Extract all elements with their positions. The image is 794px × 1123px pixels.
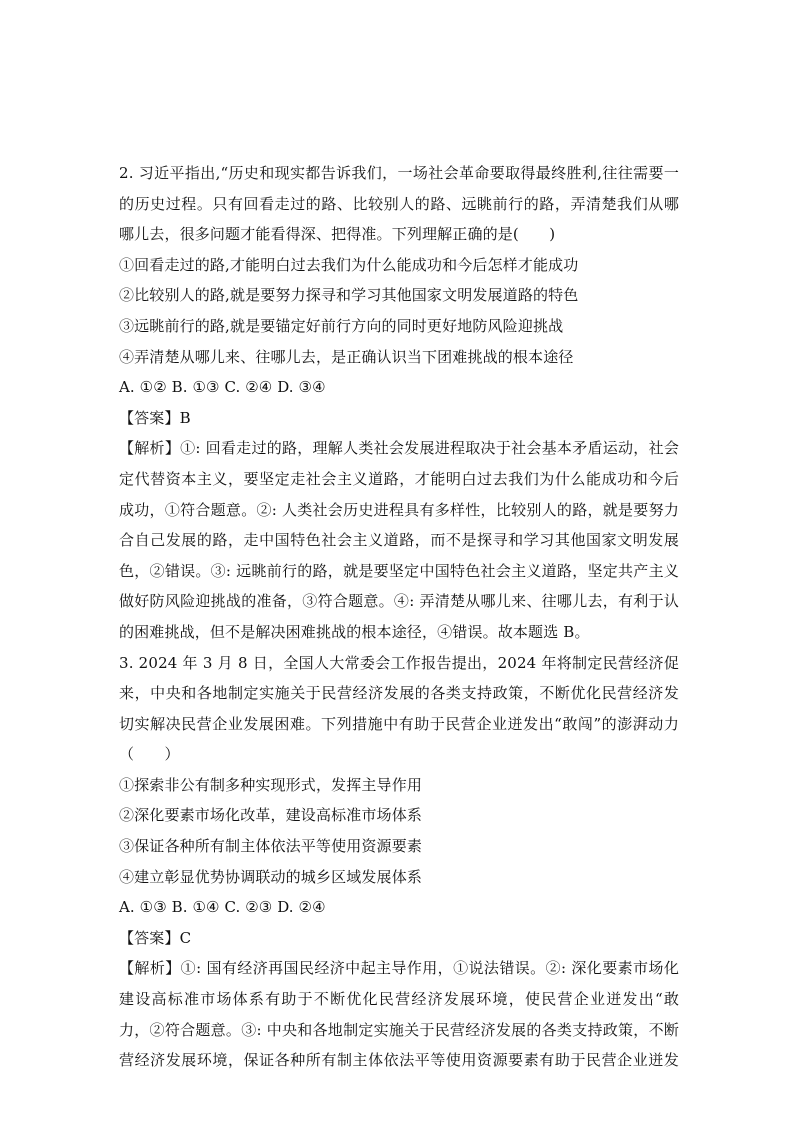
question-2-statement-2: ②比较别人的路,就是要努力探寻和学习其他国家文明发展道路的特色 (119, 286, 579, 305)
question-2-stem-line-2: 的历史过程。只有回看走过的路、比较别人的路、远眺前行的路，弄清楚我们从哪 (119, 194, 679, 213)
question-2-analysis-line-7: 的困难挑战，但不是解决困难挑战的根本途径，④错误。故本题选 B。 (119, 622, 590, 641)
question-3-options: A. ①③ B. ①④ C. ②③ D. ②④ (119, 898, 326, 917)
question-2-statement-1: ①回看走过的路,才能明白过去我们为什么能成功和今后怎样才能成功 (119, 255, 579, 274)
question-3-analysis-line-1: 【解析】①: 国有经济再国民经济中起主导作用，①说法错误。②: 深化要素市场化 (119, 959, 679, 978)
question-3-stem-line-4: （ ） (119, 745, 180, 764)
question-3-statement-1: ①探索非公有制多种实现形式，发挥主导作用 (119, 775, 423, 794)
question-3-answer: 【答案】C (119, 928, 192, 947)
question-3-analysis-line-2: 建设高标准市场体系有助于不断优化民营经济发展环境，使民营企业迸发出“敢 (119, 990, 679, 1009)
question-2-options: A. ①② B. ①③ C. ②④ D. ③④ (119, 378, 326, 397)
question-2-stem-line-3: 哪儿去，很多问题才能看得深、把得准。下列理解正确的是( ) (119, 225, 556, 244)
question-3-stem-line-3: 切实解决民营企业发展困难。下列措施中有助于民营企业迸发出“敢闯”的澎湃动力 (119, 714, 679, 733)
question-2-analysis-line-6: 做好防风险迎挑战的准备，③符合题意。④: 弄清楚从哪儿来、往哪儿去，有利于认 (119, 592, 679, 611)
question-2-analysis-line-2: 定代替资本主义，要坚定走社会主义道路，才能明白过去我们为什么能成功和今后 (119, 469, 679, 488)
question-3-statement-4: ④建立彰显优势协调联动的城乡区域发展体系 (119, 867, 423, 886)
question-3-stem-line-1: 3. 2024 年 3 月 8 日，全国人大常委会工作报告提出，2024 年将制定民营经济促 (119, 653, 679, 672)
question-2-analysis-line-4: 合自己发展的路，走中国特色社会主义道路，而不是探寻和学习其他国家文明发展 (119, 531, 679, 550)
question-3-stem-line-2: 来，中央和各地制定实施关于民营经济发展的各类支持政策，不断优化民营经济发 (119, 684, 679, 703)
question-2-analysis-line-1: 【解析】①: 回看走过的路，理解人类社会发展进程取决于社会基本矛盾运动，社会 (119, 439, 679, 458)
document-page (119, 158, 679, 1076)
question-2-stem-line-1: 2. 习近平指出,“历史和现实都告诉我们，一场社会革命要取得最终胜利,往往需要一 (119, 164, 679, 182)
question-2 (119, 158, 679, 648)
question-2-statement-3: ③远眺前行的路,就是要锚定好前行方向的同时更好地防风险迎挑战 (119, 316, 564, 335)
question-2-analysis-line-3: 成功，①符合题意。②: 人类社会历史进程具有多样性，比较别人的路，就是要努力 (119, 500, 679, 519)
question-3 (119, 648, 679, 1076)
question-2-answer: 【答案】B (119, 408, 191, 427)
question-2-analysis-line-5: 色，②错误。③: 远眺前行的路，就是要坚定中国特色社会主义道路，坚定共产主义 (119, 561, 679, 580)
question-3-statement-2: ②深化要素市场化改革，建设高标准市场体系 (119, 806, 423, 825)
question-3-analysis-line-3: 力，②符合题意。③: 中央和各地制定实施关于民营经济发展的各类支持政策，不断 (119, 1020, 679, 1039)
question-3-analysis-line-4: 营经济发展环境，保证各种所有制主体依法平等使用资源要素有助于民营企业迸发 (119, 1051, 679, 1070)
question-2-statement-4: ④弄清楚从哪儿来、往哪儿去，是正确认识当下团难挑战的根本途径 (119, 347, 574, 366)
question-3-statement-3: ③保证各种所有制主体依法平等使用资源要素 (119, 837, 423, 856)
